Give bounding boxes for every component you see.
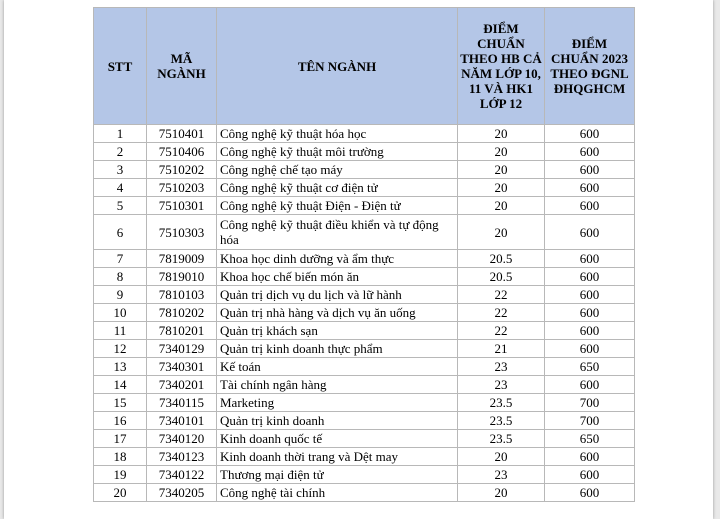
cell-ma-nganh: 7340301 [147, 358, 217, 376]
cell-ten-nganh: Marketing [217, 394, 458, 412]
cell-diem-hb: 20 [458, 179, 545, 197]
cell-diem-hb: 22 [458, 286, 545, 304]
cell-stt: 8 [94, 268, 147, 286]
cell-stt: 6 [94, 215, 147, 250]
cell-ten-nganh: Kinh doanh thời trang và Dệt may [217, 448, 458, 466]
table-row [94, 143, 635, 161]
cell-ma-nganh: 7510303 [147, 215, 217, 250]
cell-diem-hb: 20 [458, 143, 545, 161]
cell-stt: 7 [94, 250, 147, 268]
cell-ten-nganh: Công nghệ kỹ thuật cơ điện tử [217, 179, 458, 197]
table-row [94, 412, 635, 430]
cell-diem-hb: 23 [458, 376, 545, 394]
cell-ten-nganh: Công nghệ kỹ thuật môi trường [217, 143, 458, 161]
cell-diem-hb: 20 [458, 484, 545, 502]
cell-diem-dgnl: 600 [545, 286, 635, 304]
cell-ten-nganh: Kinh doanh quốc tế [217, 430, 458, 448]
cell-diem-hb: 20.5 [458, 268, 545, 286]
cell-ma-nganh: 7340101 [147, 412, 217, 430]
cell-stt: 13 [94, 358, 147, 376]
cell-stt: 2 [94, 143, 147, 161]
cell-diem-hb: 23.5 [458, 394, 545, 412]
cell-stt: 12 [94, 340, 147, 358]
cell-ma-nganh: 7340120 [147, 430, 217, 448]
cell-ten-nganh: Công nghệ kỹ thuật Điện - Điện tử [217, 197, 458, 215]
table-row [94, 394, 635, 412]
table-row [94, 215, 635, 250]
table-row [94, 484, 635, 502]
cell-diem-dgnl: 700 [545, 394, 635, 412]
cell-stt: 10 [94, 304, 147, 322]
cell-ten-nganh: Khoa học dinh dưỡng và ẩm thực [217, 250, 458, 268]
cell-diem-dgnl: 600 [545, 215, 635, 250]
cell-diem-dgnl: 600 [545, 161, 635, 179]
cell-ma-nganh: 7340129 [147, 340, 217, 358]
header-diem-dgnl: ĐIỂM CHUẨN 2023 THEO ĐGNL ĐHQGHCM [545, 8, 635, 125]
cell-stt: 16 [94, 412, 147, 430]
table-row [94, 197, 635, 215]
admission-score-table [93, 7, 635, 502]
header-stt: STT [94, 8, 147, 125]
table-body [94, 125, 635, 502]
cell-diem-dgnl: 650 [545, 358, 635, 376]
cell-diem-hb: 22 [458, 304, 545, 322]
cell-ma-nganh: 7340201 [147, 376, 217, 394]
cell-diem-dgnl: 600 [545, 484, 635, 502]
table-header-row [94, 8, 635, 125]
cell-stt: 18 [94, 448, 147, 466]
cell-stt: 11 [94, 322, 147, 340]
cell-ten-nganh: Quản trị kinh doanh [217, 412, 458, 430]
cell-stt: 20 [94, 484, 147, 502]
cell-diem-dgnl: 600 [545, 143, 635, 161]
cell-diem-dgnl: 600 [545, 125, 635, 143]
cell-ten-nganh: Công nghệ chế tạo máy [217, 161, 458, 179]
cell-diem-dgnl: 600 [545, 340, 635, 358]
header-ma-nganh: MÃ NGÀNH [147, 8, 217, 125]
cell-diem-dgnl: 650 [545, 430, 635, 448]
cell-diem-hb: 23 [458, 358, 545, 376]
cell-diem-hb: 23.5 [458, 412, 545, 430]
table-row [94, 376, 635, 394]
cell-ten-nganh: Công nghệ tài chính [217, 484, 458, 502]
cell-diem-dgnl: 600 [545, 466, 635, 484]
cell-ma-nganh: 7510406 [147, 143, 217, 161]
cell-diem-hb: 21 [458, 340, 545, 358]
cell-diem-hb: 20.5 [458, 250, 545, 268]
cell-diem-dgnl: 700 [545, 412, 635, 430]
cell-ma-nganh: 7340205 [147, 484, 217, 502]
cell-stt: 14 [94, 376, 147, 394]
cell-diem-dgnl: 600 [545, 179, 635, 197]
cell-ma-nganh: 7340115 [147, 394, 217, 412]
table-row [94, 466, 635, 484]
document-page [4, 0, 713, 519]
table-row [94, 340, 635, 358]
header-diem-hb: ĐIỂM CHUẨN THEO HB CẢ NĂM LỚP 10, 11 VÀ HK1 LỚP 12 [458, 8, 545, 125]
cell-ma-nganh: 7810202 [147, 304, 217, 322]
cell-ten-nganh: Thương mại điện tử [217, 466, 458, 484]
cell-ma-nganh: 7510301 [147, 197, 217, 215]
cell-stt: 9 [94, 286, 147, 304]
cell-ten-nganh: Quản trị khách sạn [217, 322, 458, 340]
cell-ten-nganh: Kế toán [217, 358, 458, 376]
cell-ma-nganh: 7810201 [147, 322, 217, 340]
table-row [94, 304, 635, 322]
cell-diem-dgnl: 600 [545, 197, 635, 215]
cell-ten-nganh: Công nghệ kỹ thuật hóa học [217, 125, 458, 143]
cell-diem-dgnl: 600 [545, 304, 635, 322]
table-row [94, 250, 635, 268]
cell-ma-nganh: 7819010 [147, 268, 217, 286]
table-row [94, 125, 635, 143]
cell-diem-hb: 20 [458, 215, 545, 250]
cell-diem-hb: 23 [458, 466, 545, 484]
table-row [94, 268, 635, 286]
cell-stt: 1 [94, 125, 147, 143]
cell-diem-hb: 20 [458, 161, 545, 179]
table-row [94, 430, 635, 448]
table-row [94, 179, 635, 197]
cell-diem-hb: 20 [458, 125, 545, 143]
cell-ten-nganh: Khoa học chế biến món ăn [217, 268, 458, 286]
cell-ten-nganh: Quản trị nhà hàng và dịch vụ ăn uống [217, 304, 458, 322]
table-row [94, 322, 635, 340]
cell-ma-nganh: 7510401 [147, 125, 217, 143]
cell-ma-nganh: 7340122 [147, 466, 217, 484]
cell-diem-dgnl: 600 [545, 268, 635, 286]
cell-ten-nganh: Quản trị kinh doanh thực phẩm [217, 340, 458, 358]
cell-ten-nganh: Quản trị dịch vụ du lịch và lữ hành [217, 286, 458, 304]
cell-stt: 5 [94, 197, 147, 215]
cell-stt: 3 [94, 161, 147, 179]
cell-ma-nganh: 7819009 [147, 250, 217, 268]
table-row [94, 358, 635, 376]
cell-diem-hb: 22 [458, 322, 545, 340]
cell-diem-dgnl: 600 [545, 250, 635, 268]
cell-ma-nganh: 7510203 [147, 179, 217, 197]
cell-diem-dgnl: 600 [545, 322, 635, 340]
cell-ma-nganh: 7810103 [147, 286, 217, 304]
table-row [94, 286, 635, 304]
cell-diem-dgnl: 600 [545, 376, 635, 394]
cell-diem-hb: 20 [458, 197, 545, 215]
cell-stt: 15 [94, 394, 147, 412]
cell-diem-dgnl: 600 [545, 448, 635, 466]
cell-diem-hb: 20 [458, 448, 545, 466]
header-ten-nganh: TÊN NGÀNH [217, 8, 458, 125]
cell-diem-hb: 23.5 [458, 430, 545, 448]
cell-ma-nganh: 7340123 [147, 448, 217, 466]
cell-stt: 17 [94, 430, 147, 448]
cell-stt: 19 [94, 466, 147, 484]
cell-ten-nganh: Tài chính ngân hàng [217, 376, 458, 394]
table-row [94, 448, 635, 466]
cell-ma-nganh: 7510202 [147, 161, 217, 179]
table-row [94, 161, 635, 179]
cell-stt: 4 [94, 179, 147, 197]
cell-ten-nganh: Công nghệ kỹ thuật điều khiển và tự động hóa [217, 215, 458, 250]
